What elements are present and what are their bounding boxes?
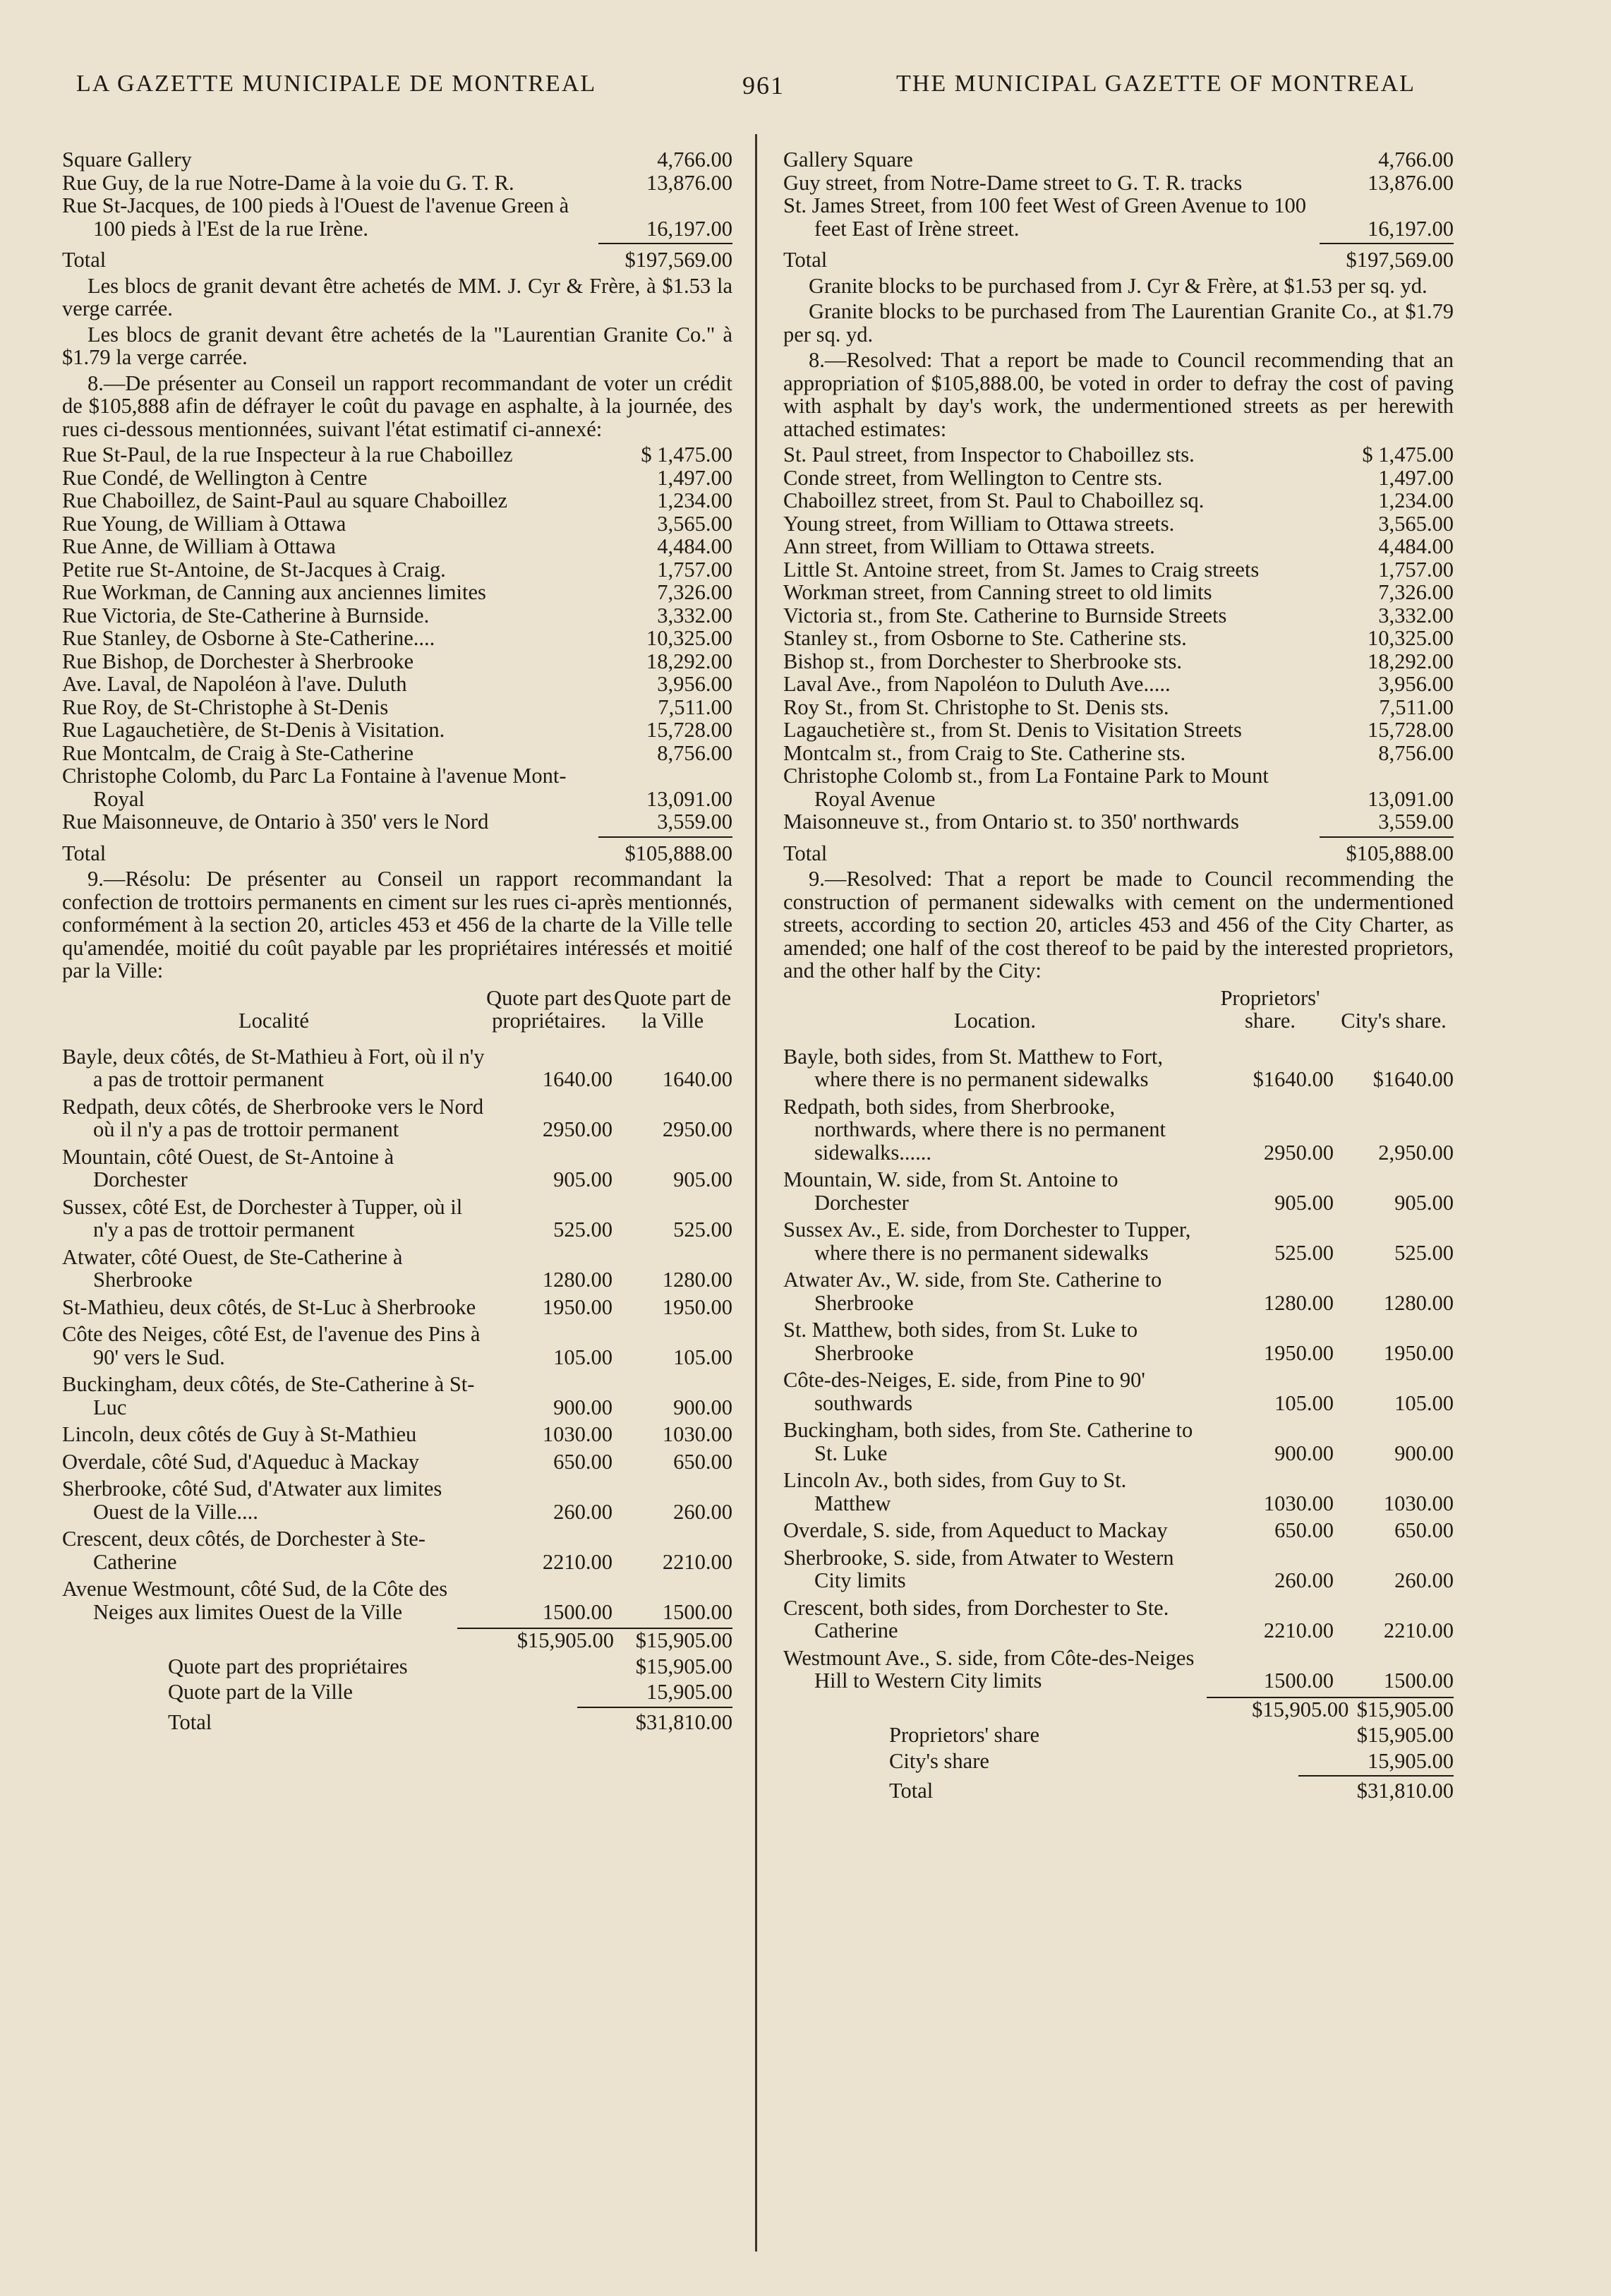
- sidewalk-location: Sherbrooke, côté Sud, d'Atwater aux limites Ouest de la Ville....: [62, 1477, 442, 1524]
- city-share: 650.00: [1394, 1518, 1454, 1542]
- amount-row: [783, 764, 1454, 810]
- city-share: 1500.00: [1383, 1669, 1454, 1693]
- city-share: 260.00: [1394, 1568, 1454, 1592]
- en-total2-amount: $105,888.00: [1346, 841, 1454, 865]
- summary-amount: 15,905.00: [646, 1680, 732, 1704]
- summary-amount: $15,905.00: [635, 1654, 732, 1678]
- header-english-title: THE MUNICIPAL GAZETTE OF MONTREAL: [896, 71, 1416, 97]
- amount-row: [783, 581, 1454, 604]
- amount-row: [62, 627, 732, 650]
- item-label: Rue Bishop, de Dorchester à Sherbrooke: [62, 649, 414, 673]
- item-amount: 1,234.00: [1378, 488, 1454, 512]
- sidewalk-row: [62, 1577, 732, 1623]
- amount-row: [62, 172, 732, 195]
- item-label: Rue Roy, de St-Christophe à St-Denis: [62, 695, 389, 719]
- item-label: Square Gallery: [62, 148, 192, 172]
- city-share: 1030.00: [1383, 1491, 1454, 1515]
- city-share: 900.00: [673, 1395, 732, 1419]
- city-share: 105.00: [673, 1345, 732, 1369]
- sidewalk-row: [783, 1647, 1454, 1693]
- owners-share: 1950.00: [542, 1294, 613, 1319]
- owners-share: $1640.00: [1253, 1067, 1334, 1091]
- item-label: Christophe Colomb st., from La Fontaine Park to Mount Royal Avenue: [783, 764, 1269, 811]
- sidewalk-row: [783, 1597, 1454, 1642]
- sidewalk-row: [62, 1423, 732, 1446]
- summary-label: Proprietors' share: [889, 1723, 1040, 1747]
- amount-row: [783, 627, 1454, 650]
- sidewalk-row: [62, 1477, 732, 1523]
- sidewalk-location: St. Matthew, both sides, from St. Luke to Sherbrooke: [783, 1318, 1138, 1365]
- city-share: 2950.00: [662, 1117, 732, 1141]
- owners-share: 905.00: [1274, 1190, 1334, 1215]
- owners-share: 260.00: [553, 1499, 613, 1524]
- item-amount: 16,197.00: [1368, 216, 1454, 241]
- fr-total1-amount: $197,569.00: [625, 248, 732, 272]
- city-share: 525.00: [673, 1218, 732, 1242]
- item-amount: 3,559.00: [657, 810, 732, 834]
- amount-row: [783, 194, 1454, 240]
- en-granite-cyr: Granite blocks to be purchased from J. Cyr & Frère, at $1.53 per sq. yd.: [809, 273, 1428, 298]
- en-col-location: Location.: [953, 1009, 1037, 1033]
- owners-share: 900.00: [1274, 1441, 1334, 1465]
- amount-row: [62, 512, 732, 536]
- item-amount: 7,326.00: [657, 580, 732, 604]
- amount-row: [62, 696, 732, 719]
- fr-col-city: Quote part de la Ville: [614, 985, 731, 1033]
- amount-row: [62, 604, 732, 627]
- owners-share: 1950.00: [1263, 1340, 1334, 1365]
- summary-row: [62, 1655, 732, 1678]
- city-share: 1280.00: [662, 1268, 732, 1292]
- fr-sidewalk-header: [62, 987, 732, 1033]
- en-col-city: City's share.: [1341, 1009, 1447, 1033]
- sidewalk-location: Westmount Ave., S. side, from Côte-des-Neiges Hill to Western City limits: [783, 1645, 1195, 1693]
- sidewalk-row: [62, 1246, 732, 1292]
- fr-total1-row: [62, 248, 732, 272]
- rule: [598, 243, 732, 244]
- amount-row: [783, 673, 1454, 696]
- city-share: 1640.00: [662, 1067, 732, 1091]
- item-label: Rue Stanley, de Osborne à Ste-Catherine....: [62, 626, 435, 650]
- amount-row: [783, 489, 1454, 512]
- sidewalk-location: Redpath, deux côtés, de Sherbrooke vers le Nord où il n'y a pas de trottoir permanent: [62, 1094, 484, 1141]
- item-amount: 1,757.00: [1378, 557, 1454, 582]
- sidewalk-location: Overdale, côté Sud, d'Aqueduc à Mackay: [62, 1449, 420, 1474]
- sidewalk-row: [783, 1045, 1454, 1091]
- rule: [1320, 836, 1454, 838]
- sidewalk-location: Bayle, both sides, from St. Matthew to Fort, where there is no permanent sidewalks: [783, 1044, 1163, 1091]
- item-amount: 15,728.00: [646, 718, 732, 742]
- owners-share: 1500.00: [1263, 1669, 1334, 1693]
- owners-share: 2950.00: [1263, 1140, 1334, 1165]
- item-amount: $ 1,475.00: [1362, 443, 1454, 467]
- amount-row: [783, 172, 1454, 195]
- en-resolution-8: 8.—Resolved: That a report be made to Council recommending that an appropriation of $105,888.00, be voted in order to defray the cost of paving with asphalt by day's work, the undermentioned streets as per herewith attached estimates:: [783, 348, 1454, 441]
- summary-label: City's share: [889, 1748, 989, 1773]
- item-amount: 1,234.00: [657, 488, 732, 512]
- sidewalk-location: Côte-des-Neiges, E. side, from Pine to 90' southwards: [783, 1368, 1145, 1415]
- fr-grand-total-row: [62, 1711, 732, 1734]
- rule: [1298, 1775, 1454, 1777]
- fr-sidewalk-total-city: $15,905.00: [635, 1628, 732, 1652]
- owners-share: 900.00: [553, 1395, 613, 1419]
- fr-col-owners: Quote part des propriétaires.: [486, 985, 612, 1033]
- amount-row: [62, 810, 732, 834]
- sidewalk-row: [783, 1519, 1454, 1542]
- sidewalk-location: Buckingham, both sides, from Ste. Catherine to St. Luke: [783, 1418, 1193, 1465]
- item-amount: 3,559.00: [1378, 810, 1454, 834]
- sidewalk-row: [783, 1469, 1454, 1515]
- amount-row: [62, 148, 732, 172]
- city-share: 2,950.00: [1378, 1140, 1454, 1165]
- owners-share: 105.00: [1274, 1390, 1334, 1415]
- owners-share: 650.00: [553, 1449, 613, 1474]
- fr-sidewalk-total-row: [457, 1628, 732, 1652]
- amount-row: [62, 581, 732, 604]
- item-label: Rue Maisonneuve, de Ontario à 350' vers le Nord: [62, 810, 489, 834]
- item-amount: 10,325.00: [1368, 626, 1454, 650]
- sidewalk-row: [62, 1146, 732, 1191]
- item-label: Rue Montcalm, de Craig à Ste-Catherine: [62, 740, 414, 765]
- item-label: Roy St., from St. Christophe to St. Denis sts.: [783, 695, 1169, 719]
- item-amount: 1,497.00: [657, 465, 732, 490]
- amount-row: [62, 719, 732, 742]
- city-share: 905.00: [1394, 1190, 1454, 1215]
- amount-row: [783, 650, 1454, 673]
- en-granite-laurentian: Granite blocks to be purchased from The Laurentian Granite Co., at $1.79 per sq. yd.: [783, 299, 1454, 347]
- owners-share: 525.00: [553, 1218, 613, 1242]
- sidewalk-row: [62, 1045, 732, 1091]
- item-label: Stanley st., from Osborne to Ste. Catherine sts.: [783, 626, 1187, 650]
- item-label: Laval Ave., from Napoléon to Duluth Ave.....: [783, 672, 1171, 696]
- amount-row: [62, 558, 732, 582]
- amount-row: [783, 148, 1454, 172]
- amount-row: [783, 810, 1454, 834]
- sidewalk-row: [62, 1196, 732, 1242]
- item-label: Conde street, from Wellington to Centre sts.: [783, 465, 1163, 490]
- city-share: 900.00: [1394, 1441, 1454, 1465]
- fr-total2-amount: $105,888.00: [625, 841, 732, 865]
- sidewalk-location: Sussex Av., E. side, from Dorchester to Tupper, where there is no permanent sidewalks: [783, 1218, 1191, 1265]
- item-label: Montcalm st., from Craig to Ste. Catherine sts.: [783, 740, 1186, 765]
- summary-label: Quote part des propriétaires: [168, 1654, 408, 1678]
- sidewalk-row: [783, 1369, 1454, 1414]
- item-amount: 15,728.00: [1368, 718, 1454, 742]
- en-items1: [783, 148, 1454, 240]
- item-label: Rue Guy, de la rue Notre-Dame à la voie du G. T. R.: [62, 170, 514, 195]
- en-total2-label: Total: [783, 841, 828, 865]
- amount-row: [62, 489, 732, 512]
- amount-row: [62, 673, 732, 696]
- item-amount: 4,766.00: [1378, 148, 1454, 172]
- city-share: $1640.00: [1372, 1067, 1454, 1091]
- amount-row: [783, 604, 1454, 627]
- item-label: Little St. Antoine street, from St. James to Craig streets: [783, 557, 1260, 582]
- sidewalk-row: [783, 1095, 1454, 1165]
- amount-row: [62, 467, 732, 490]
- item-label: Petite rue St-Antoine, de St-Jacques à Craig.: [62, 557, 446, 582]
- rule: [598, 836, 732, 838]
- summary-row: [783, 1724, 1454, 1747]
- item-amount: 1,497.00: [1378, 465, 1454, 490]
- item-amount: 13,876.00: [1368, 170, 1454, 195]
- fr-grand-total-label: Total: [168, 1709, 212, 1734]
- amount-row: [783, 696, 1454, 719]
- sidewalk-location: Overdale, S. side, from Aqueduct to Mackay: [783, 1518, 1168, 1542]
- sidewalk-row: [62, 1527, 732, 1573]
- item-amount: 4,484.00: [1378, 534, 1454, 558]
- en-sidewalk-total-city: $15,905.00: [1356, 1697, 1454, 1721]
- item-label: Victoria st., from Ste. Catherine to Burnside Streets: [783, 603, 1227, 627]
- city-share: 525.00: [1394, 1240, 1454, 1265]
- item-amount: 1,757.00: [657, 557, 732, 582]
- city-share: 2210.00: [662, 1549, 732, 1574]
- sidewalk-row: [62, 1095, 732, 1141]
- sidewalk-row: [783, 1318, 1454, 1364]
- sidewalk-location: Redpath, both sides, from Sherbrooke, northwards, where there is no permanent sidewalks......: [783, 1094, 1166, 1165]
- item-label: St. Paul street, from Inspector to Chaboillez sts.: [783, 443, 1195, 467]
- fr-items2: [62, 443, 732, 834]
- en-grand-total-amount: $31,810.00: [1356, 1779, 1454, 1803]
- sidewalk-location: Mountain, W. side, from St. Antoine to Dorchester: [783, 1167, 1118, 1215]
- header-french-title: LA GAZETTE MUNICIPALE DE MONTREAL: [76, 71, 597, 97]
- fr-grand-total-amount: $31,810.00: [635, 1709, 732, 1734]
- fr-total2-label: Total: [62, 841, 107, 865]
- sidewalk-location: Atwater, côté Ouest, de Ste-Catherine à Sherbrooke: [62, 1244, 403, 1292]
- city-share: 1950.00: [662, 1294, 732, 1319]
- city-share: 260.00: [673, 1499, 732, 1524]
- sidewalk-location: Côte des Neiges, côté Est, de l'avenue des Pins à 90' vers le Sud.: [62, 1322, 481, 1369]
- item-amount: 18,292.00: [1368, 649, 1454, 673]
- owners-share: 2210.00: [542, 1549, 613, 1574]
- item-amount: 3,956.00: [657, 672, 732, 696]
- owners-share: 2950.00: [542, 1117, 613, 1141]
- item-label: Rue St-Paul, de la rue Inspecteur à la rue Chaboillez: [62, 443, 513, 467]
- fr-resolution-8: 8.—De présenter au Conseil un rapport recommandant de voter un crédit de $105,888 afin de défrayer le coût du pavage en asphalte, à la journée, des rues ci-dessous mentionnées, suivant l'état estimatif ci-annexé:: [62, 371, 732, 441]
- sidewalk-location: Buckingham, deux côtés, de Ste-Catherine à St-Luc: [62, 1372, 475, 1419]
- sidewalk-location: Crescent, both sides, from Dorchester to Ste. Catherine: [783, 1595, 1169, 1642]
- item-label: Christophe Colomb, du Parc La Fontaine à l'avenue Mont-Royal: [62, 764, 567, 811]
- summary-label: Quote part de la Ville: [168, 1680, 353, 1704]
- column-divider: [755, 134, 757, 2252]
- owners-share: 1280.00: [1263, 1290, 1334, 1315]
- en-sidewalk-total-owners: $15,905.00: [1252, 1697, 1349, 1721]
- fr-summary: [62, 1655, 732, 1704]
- summary-row: [783, 1750, 1454, 1773]
- city-share: 1030.00: [662, 1422, 732, 1446]
- item-label: Bishop st., from Dorchester to Sherbrooke sts.: [783, 649, 1183, 673]
- amount-row: [783, 443, 1454, 467]
- sidewalk-row: [62, 1296, 732, 1319]
- en-sidewalk-header: [783, 987, 1454, 1033]
- city-share: 1950.00: [1383, 1340, 1454, 1365]
- sidewalk-row: [783, 1218, 1454, 1264]
- owners-share: 2210.00: [1263, 1618, 1334, 1642]
- sidewalk-row: [62, 1323, 732, 1369]
- fr-items1: [62, 148, 732, 240]
- item-label: Guy street, from Notre-Dame street to G. T. R. tracks: [783, 170, 1243, 195]
- item-amount: $ 1,475.00: [641, 443, 732, 467]
- item-amount: 4,766.00: [657, 148, 732, 172]
- sidewalk-location: Lincoln, deux côtés de Guy à St-Mathieu: [62, 1422, 417, 1446]
- en-total1-amount: $197,569.00: [1346, 248, 1454, 272]
- en-items2: [783, 443, 1454, 834]
- en-grand-total-label: Total: [889, 1779, 934, 1803]
- owners-share: 905.00: [553, 1167, 613, 1191]
- fr-total1-label: Total: [62, 248, 107, 272]
- summary-amount: 15,905.00: [1368, 1748, 1454, 1773]
- amount-row: [783, 742, 1454, 765]
- item-label: Rue Anne, de William à Ottawa: [62, 534, 336, 558]
- fr-granite-cyr: Les blocs de granit devant être achetés de MM. J. Cyr & Frère, à $1.53 la verge carrée.: [62, 273, 732, 320]
- en-col-owners: Proprietors' share.: [1220, 985, 1320, 1033]
- owners-share: 525.00: [1274, 1240, 1334, 1265]
- sidewalk-location: Sussex, côté Est, de Dorchester à Tupper, où il n'y a pas de trottoir permanent: [62, 1194, 463, 1242]
- fr-resolution-9: 9.—Résolu: De présenter au Conseil un rapport recommandant la confection de trottoirs permanents en ciment sur les rues ci-après mentionnés, conformément à la section 20, articles 453 et 456 de la charte de la Ville telle qu'amendée, moitié du coût payable par les propriétaires intéressés et moitié par la Ville:: [62, 867, 732, 982]
- owners-share: 105.00: [553, 1345, 613, 1369]
- fr-sidewalk-total-owners: $15,905.00: [517, 1628, 614, 1652]
- amount-row: [783, 719, 1454, 742]
- sidewalk-row: [783, 1268, 1454, 1314]
- item-label: Lagauchetière st., from St. Denis to Visitation Streets: [783, 718, 1242, 742]
- item-amount: 3,332.00: [1378, 603, 1454, 627]
- city-share: 1280.00: [1383, 1290, 1454, 1315]
- item-amount: 13,091.00: [1368, 786, 1454, 811]
- en-total1-label: Total: [783, 248, 828, 272]
- amount-row: [62, 535, 732, 558]
- owners-share: 1280.00: [542, 1268, 613, 1292]
- page-number: 961: [742, 71, 785, 100]
- rule: [577, 1707, 732, 1708]
- amount-row: [783, 467, 1454, 490]
- owners-share: 1500.00: [542, 1599, 613, 1624]
- owners-share: 1640.00: [542, 1067, 613, 1091]
- amount-row: [62, 194, 732, 240]
- city-share: 1500.00: [662, 1599, 732, 1624]
- amount-row: [62, 742, 732, 765]
- sidewalk-row: [783, 1546, 1454, 1592]
- city-share: 905.00: [673, 1167, 732, 1191]
- item-amount: 3,565.00: [1378, 511, 1454, 536]
- owners-share: 260.00: [1274, 1568, 1334, 1592]
- item-amount: 13,876.00: [646, 170, 732, 195]
- sidewalk-location: Avenue Westmount, côté Sud, de la Côte des Neiges aux limites Ouest de la Ville: [62, 1577, 448, 1624]
- item-label: Maisonneuve st., from Ontario st. to 350' northwards: [783, 810, 1239, 834]
- item-amount: 3,565.00: [657, 511, 732, 536]
- en-total2-row: [783, 842, 1454, 865]
- sidewalk-row: [62, 1373, 732, 1419]
- item-label: Rue Young, de William à Ottawa: [62, 511, 346, 536]
- item-label: Rue St-Jacques, de 100 pieds à l'Ouest de l'avenue Green à 100 pieds à l'Est de la rue Irène.: [62, 193, 569, 241]
- en-summary: [783, 1724, 1454, 1772]
- item-amount: 13,091.00: [646, 786, 732, 811]
- item-amount: 7,511.00: [1379, 695, 1454, 719]
- amount-row: [62, 764, 732, 810]
- owners-share: 1030.00: [1263, 1491, 1334, 1515]
- summary-amount: $15,905.00: [1356, 1723, 1454, 1747]
- item-amount: 18,292.00: [646, 649, 732, 673]
- en-total1-row: [783, 248, 1454, 272]
- item-label: Rue Workman, de Canning aux anciennes limites: [62, 580, 486, 604]
- summary-row: [62, 1681, 732, 1704]
- amount-row: [783, 558, 1454, 582]
- sidewalk-location: Lincoln Av., both sides, from Guy to St. Matthew: [783, 1468, 1127, 1515]
- item-label: Chaboillez street, from St. Paul to Chaboillez sq.: [783, 488, 1205, 512]
- en-resolution-9: 9.—Resolved: That a report be made to Council recommending the construction of permanent sidewalks with cement on the undermentioned streets, according to section 20, articles 453 and 456 of the City Charter, as amended; one half of the cost thereof to be paid by the interested proprietors, and the other half by the City:: [783, 867, 1454, 982]
- item-amount: 3,956.00: [1378, 672, 1454, 696]
- item-amount: 8,756.00: [657, 740, 732, 765]
- item-label: Rue Chaboillez, de Saint-Paul au square Chaboillez: [62, 488, 508, 512]
- item-label: Rue Lagauchetière, de St-Denis à Visitation.: [62, 718, 445, 742]
- sidewalk-location: Mountain, côté Ouest, de St-Antoine à Dorchester: [62, 1144, 394, 1191]
- item-amount: 3,332.00: [657, 603, 732, 627]
- sidewalk-location: St-Mathieu, deux côtés, de St-Luc à Sherbrooke: [62, 1294, 476, 1319]
- fr-sidewalks: [62, 1045, 732, 1624]
- en-sidewalk-total-row: [1207, 1697, 1454, 1721]
- owners-share: 650.00: [1274, 1518, 1334, 1542]
- sidewalk-row: [783, 1168, 1454, 1214]
- city-share: 650.00: [673, 1449, 732, 1474]
- item-label: Ave. Laval, de Napoléon à l'ave. Duluth: [62, 672, 407, 696]
- city-share: 2210.00: [1383, 1618, 1454, 1642]
- rule: [1320, 243, 1454, 244]
- sidewalk-location: Sherbrooke, S. side, from Atwater to Western City limits: [783, 1545, 1174, 1592]
- fr-total2-row: [62, 842, 732, 865]
- amount-row: [62, 650, 732, 673]
- item-amount: 4,484.00: [657, 534, 732, 558]
- item-label: St. James Street, from 100 feet West of Green Avenue to 100 feet East of Irène street.: [783, 193, 1306, 241]
- en-sidewalks: [783, 1045, 1454, 1693]
- fr-col-locality: Localité: [239, 1009, 309, 1033]
- item-label: Rue Victoria, de Ste-Catherine à Burnside.: [62, 603, 430, 627]
- item-label: Workman street, from Canning street to old limits: [783, 580, 1212, 604]
- item-label: Ann street, from William to Ottawa streets.: [783, 534, 1155, 558]
- city-share: 105.00: [1394, 1390, 1454, 1415]
- item-label: Rue Condé, de Wellington à Centre: [62, 465, 368, 490]
- item-amount: 7,326.00: [1378, 580, 1454, 604]
- french-column: [62, 148, 732, 1733]
- item-amount: 8,756.00: [1378, 740, 1454, 765]
- sidewalk-location: Crescent, deux côtés, de Dorchester à Ste-Catherine: [62, 1527, 426, 1574]
- item-label: Young street, from William to Ottawa streets.: [783, 511, 1175, 536]
- item-label: Gallery Square: [783, 148, 913, 172]
- fr-granite-laurentian: Les blocs de granit devant être achetés de la "Laurentian Granite Co." à $1.79 la verge carrée.: [62, 322, 732, 369]
- en-grand-total-row: [783, 1779, 1454, 1803]
- sidewalk-location: Bayle, deux côtés, de St-Mathieu à Fort, où il n'y a pas de trottoir permanent: [62, 1044, 485, 1091]
- amount-row: [62, 443, 732, 467]
- sidewalk-location: Atwater Av., W. side, from Ste. Catherine to Sherbrooke: [783, 1268, 1162, 1315]
- english-column: [783, 148, 1454, 1803]
- item-amount: 10,325.00: [646, 626, 732, 650]
- sidewalk-row: [783, 1419, 1454, 1465]
- amount-row: [783, 512, 1454, 536]
- owners-share: 1030.00: [542, 1422, 613, 1446]
- item-amount: 7,511.00: [658, 695, 732, 719]
- item-amount: 16,197.00: [646, 216, 732, 241]
- sidewalk-row: [62, 1450, 732, 1474]
- amount-row: [783, 535, 1454, 558]
